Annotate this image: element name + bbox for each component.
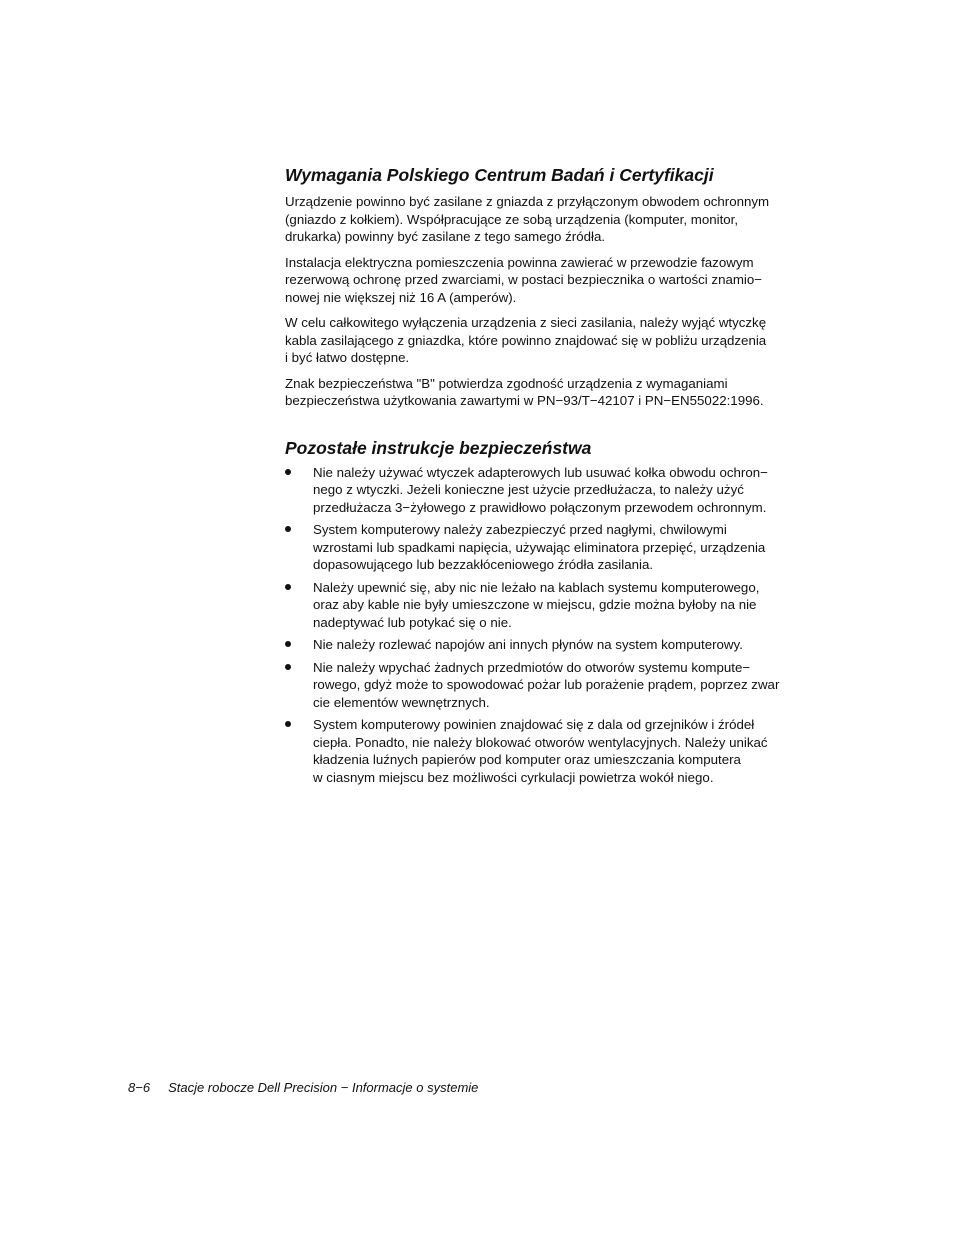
- list-item-text: Należy upewnić się, aby nic nie leżało na kablach systemu komputerowego, oraz aby kable nie były umieszczone w miejscu, gdzie można byłoby na nie nadeptywać lub potykać się o nie.: [313, 579, 760, 630]
- safety-instructions-list: [285, 464, 810, 787]
- list-item-text: System komputerowy należy zabezpieczyć przed nagłymi, chwilowymi wzrostami lub spadkami napięcia, używając eliminatora przepięć, urządzenia dopasowującego lub bezzakłóceniowego źródła zasilania.: [313, 522, 766, 572]
- bullet-icon: [285, 721, 291, 727]
- page-number: 8−6: [128, 1080, 151, 1095]
- bullet-icon: [285, 641, 291, 647]
- section-heading-safety-instructions: Pozostałe instrukcje bezpieczeństwa: [285, 437, 592, 458]
- list-item: [285, 521, 810, 574]
- list-item-text: System komputerowy powinien znajdować się z dala od grzejników i źródeł ciepła. Ponadto, nie należy blokować otworów wentylacyjnych. Należy unikać kładzenia luźnych papierów pod komputer oraz umieszczania komputera w ciasnym miejscu bez możliwości cyrkulacji powietrza wokół niego.: [313, 717, 768, 785]
- page-content: [285, 164, 810, 791]
- bullet-icon: [285, 526, 291, 532]
- page-footer: [128, 1080, 478, 1096]
- bullet-icon: [285, 584, 291, 590]
- footer-title: Stacje robocze Dell Precision − Informacje o systemie: [168, 1080, 479, 1095]
- bullet-icon: [285, 469, 291, 475]
- paragraph: Urządzenie powinno być zasilane z gniazda z przyłączonym obwodem ochronnym (gniazdo z kołkiem). Współpracujące ze sobą urządzenia (komputer, monitor, drukarka) powinny być zasilane z tego samego źródła.: [285, 194, 770, 244]
- list-item: [285, 464, 810, 517]
- bullet-icon: [285, 664, 291, 670]
- paragraph: W celu całkowitego wyłączenia urządzenia z sieci zasilania, należy wyjąć wtyczkę kabla zasilającego z gniazdka, które powinno znajdować się w pobliżu urządzenia i być łatwo dostępne.: [285, 315, 767, 365]
- list-item-text: Nie należy rozlewać napojów ani innych płynów na system komputerowy.: [313, 637, 743, 652]
- list-item: [285, 636, 810, 654]
- paragraph: Instalacja elektryczna pomieszczenia powinna zawierać w przewodzie fazowym rezerwową ochronę przed zwarciami, w postaci bezpiecznika o wartości znamio− nowej nie większej niż 16 A (amperów).: [285, 254, 763, 305]
- list-item: [285, 579, 810, 632]
- list-item: [285, 716, 810, 786]
- list-item-text: Nie należy używać wtyczek adapterowych lub usuwać kołka obwodu ochron− nego z wtyczki. Jeżeli konieczne jest użycie przedłużacza, to należy użyć przedłużacza 3−żyłowego z prawidłowo połączonym przewodem ochronnym.: [313, 464, 768, 515]
- paragraph: Znak bezpieczeństwa "B" potwierdza zgodność urządzenia z wymaganiami bezpieczeństwa użytkowania zawartymi w PN−93/T−42107 i PN−EN55022:1996.: [285, 375, 764, 408]
- list-item: [285, 659, 810, 712]
- section-heading-certification: Wymagania Polskiego Centrum Badań i Certyfikacji: [285, 165, 714, 185]
- list-item-text: Nie należy wpychać żadnych przedmiotów do otworów systemu kompute− rowego, gdyż może to spowodować pożar lub porażenie prądem, poprzez zwar cie elementów wewnętrznych.: [313, 659, 780, 710]
